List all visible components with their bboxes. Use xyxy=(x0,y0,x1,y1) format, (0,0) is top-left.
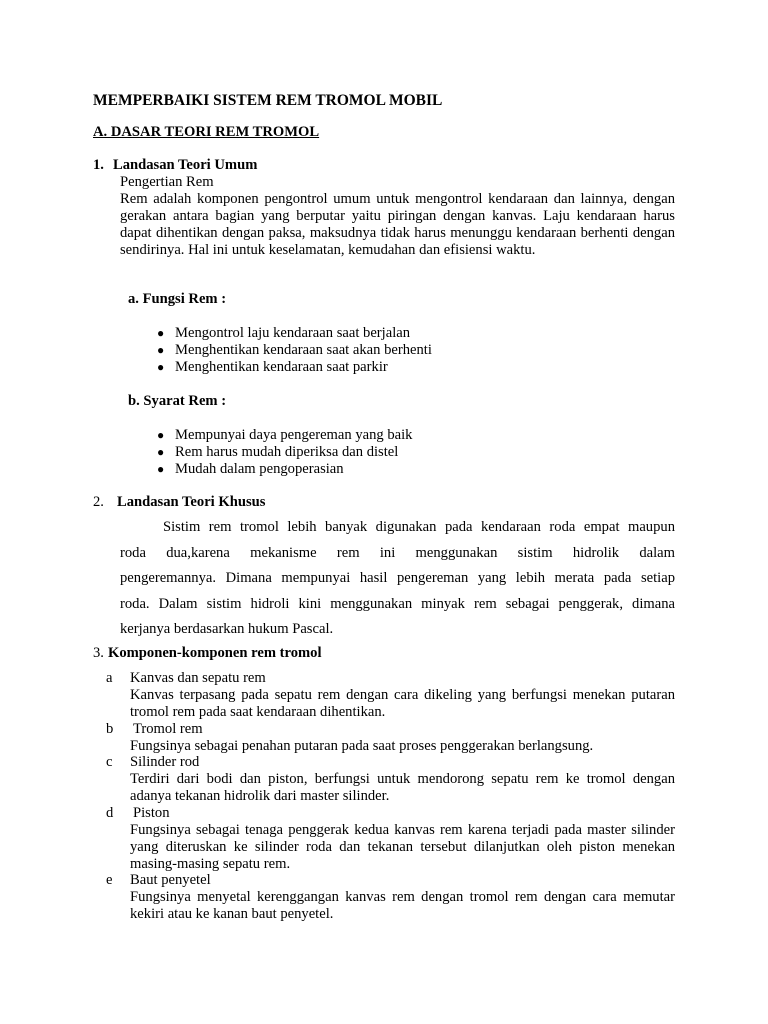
syarat-rem-label: b. Syarat Rem : xyxy=(128,393,227,409)
section-1-heading: Landasan Teori Umum xyxy=(113,157,258,173)
item-letter: d xyxy=(106,805,114,821)
item-name: Kanvas dan sepatu rem xyxy=(130,670,266,686)
item-letter: c xyxy=(106,754,113,770)
pengertian-rem-subheading: Pengertian Rem xyxy=(120,174,214,190)
list-item: Menghentikan kendaraan saat parkir xyxy=(175,359,388,375)
paragraph-line: Sistim rem tromol lebih banyak digunakan pada kendaraan roda empat maupun xyxy=(163,519,675,535)
item-letter: a xyxy=(106,670,113,686)
document-title: MEMPERBAIKI SISTEM REM TROMOL MOBIL xyxy=(93,92,443,109)
list-item: Mudah dalam pengoperasian xyxy=(175,461,344,477)
bullet-icon: ● xyxy=(157,445,165,459)
item-name: Silinder rod xyxy=(130,754,200,770)
bullet-icon: ● xyxy=(157,462,165,476)
section-2-heading: Landasan Teori Khusus xyxy=(117,494,266,510)
bullet-icon: ● xyxy=(157,428,165,442)
list-item: Rem harus mudah diperiksa dan distel xyxy=(175,444,399,460)
section-2-number: 2. xyxy=(93,494,104,510)
section-a-heading: A. DASAR TEORI REM TROMOL xyxy=(93,124,320,140)
item-name: Piston xyxy=(133,805,170,821)
paragraph-line: roda. Dalam sistim hidroli kini menggunakan minyak rem sebagai penggerak, dimana xyxy=(120,596,675,612)
bullet-icon: ● xyxy=(157,343,165,357)
section-1-number: 1. xyxy=(93,157,104,173)
item-description: Kanvas terpasang pada sepatu rem dengan cara dikeling yang berfungsi menekan putaran tromol rem pada saat kendaraan dihentikan. xyxy=(130,687,675,720)
item-name: Baut penyetel xyxy=(130,872,211,888)
item-letter: b xyxy=(106,721,114,737)
section-3-number: 3. xyxy=(93,645,104,661)
bullet-icon: ● xyxy=(157,326,165,340)
item-description: Fungsinya sebagai penahan putaran pada saat proses penggerakan berlangsung. xyxy=(130,738,594,754)
paragraph-line: pengeremannya. Dimana mempunyai hasil pengereman yang lebih merata pada setiap xyxy=(120,570,675,586)
item-description: Fungsinya menyetal kerenggangan kanvas rem dengan tromol rem dengan cara memutar kekiri atau ke kanan baut penyetel. xyxy=(130,889,675,922)
paragraph-line: kerjanya berdasarkan hukum Pascal. xyxy=(120,621,334,637)
fungsi-rem-label: a. Fungsi Rem : xyxy=(128,291,227,307)
list-item: Menghentikan kendaraan saat akan berhenti xyxy=(175,342,432,358)
list-item: Mengontrol laju kendaraan saat berjalan xyxy=(175,325,411,341)
section-3-heading: Komponen-komponen rem tromol xyxy=(108,645,322,661)
list-item: Mempunyai daya pengereman yang baik xyxy=(175,427,413,443)
item-name: Tromol rem xyxy=(133,721,203,737)
pengertian-rem-paragraph: Rem adalah komponen pengontrol umum untuk mengontrol kendaraan dan lainnya, dengan gerakan antara bagian yang berputar yaitu piringan dengan kanvas. Laju kendaraan harus dapat dihentikan dengan paksa, maksudnya tidak harus menunggu kendaraan berhenti dengan sendirinya. Hal ini untuk keselamatan, kemudahan dan efisiensi waktu. xyxy=(120,191,675,258)
item-description: Terdiri dari bodi dan piston, berfungsi untuk mendorong sepatu rem ke tromol dengan adanya tekanan hidrolik dari master silinder. xyxy=(130,771,675,804)
item-letter: e xyxy=(106,872,113,888)
bullet-icon: ● xyxy=(157,360,165,374)
item-description: Fungsinya sebagai tenaga penggerak kedua kanvas rem karena terjadi pada master silinder yang diteruskan ke silinder roda dan tekanan tersebut dilanjutkan oleh piston menekan masing-masing sepatu rem. xyxy=(130,822,675,872)
paragraph-line: roda dua,karena mekanisme rem ini menggunakan sistim hidrolik dalam xyxy=(120,545,675,561)
